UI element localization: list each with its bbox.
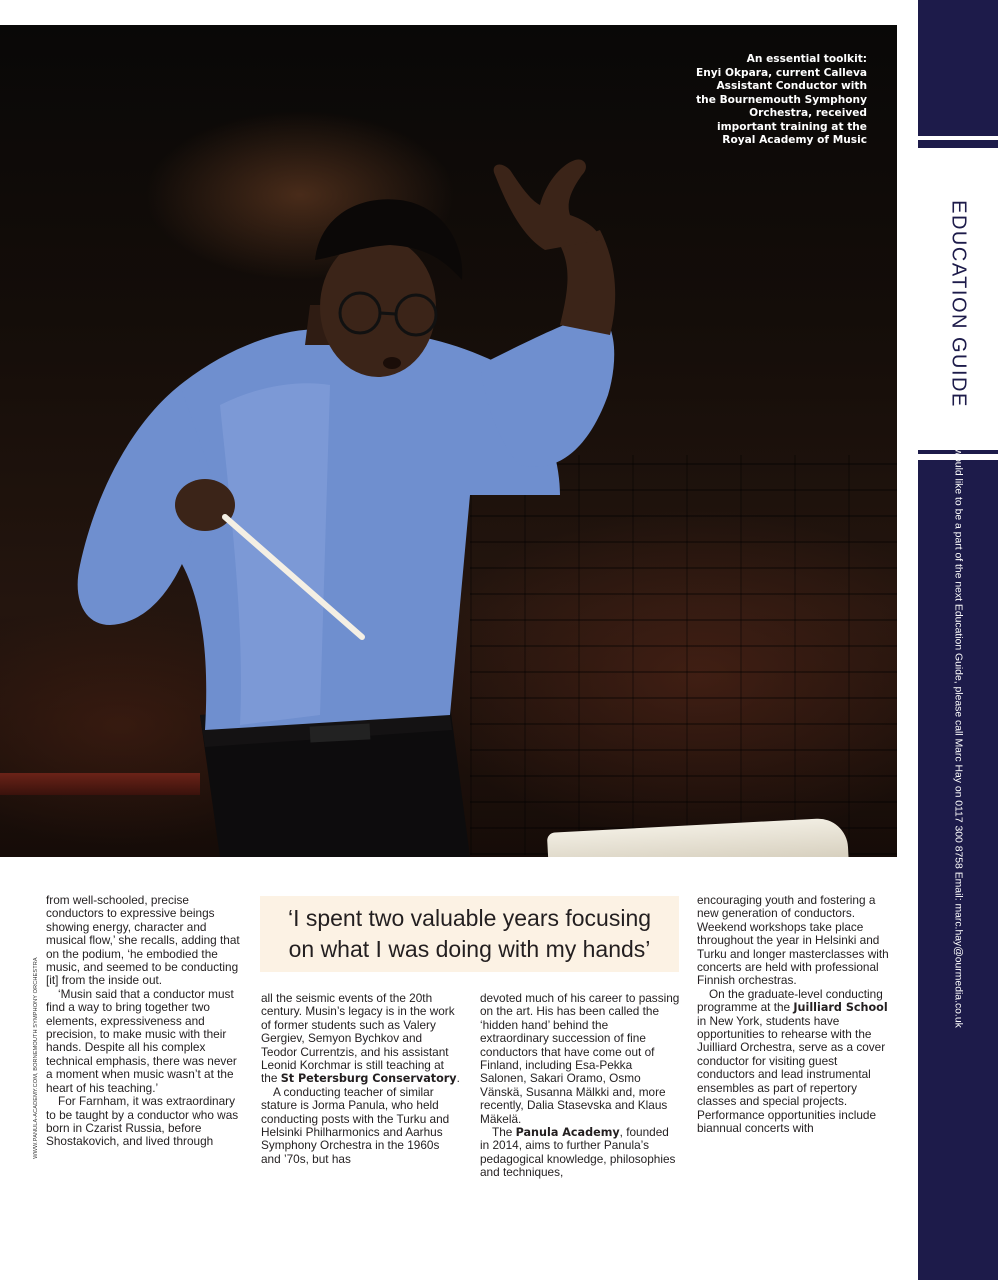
article-column-1 — [46, 894, 244, 1149]
caption-line: Assistant Conductor with — [716, 80, 867, 92]
paragraph: devoted much of his career to passing on the art. His has been called the ‘hidden hand’ behind the extraordinary succession of fine conductors that have come out of Finland, including Esa-Pekka Salonen, Sakari Oramo, Osmo Vänskä, Susanna Mälkki and, more recently, Dalia Stasevska and Klaus Mäkelä. — [480, 991, 680, 1126]
article-column-3 — [480, 992, 680, 1180]
section-label: EDUCATION GUIDE — [947, 200, 970, 408]
conductor-photo — [0, 25, 897, 857]
pull-quote — [260, 896, 679, 972]
institution-name: Panula Academy — [515, 1126, 620, 1140]
caption-line: the Bournemouth Symphony — [696, 93, 867, 106]
pull-quote-line: ‘I spent two valuable years focusing — [287, 905, 652, 931]
paragraph — [261, 992, 461, 1086]
text-run: all the seismic events of the 20th century. Musin’s legacy is in the work of former students such as Valery Gergiev, Semyon Bychkov and Teodor Currentzis, and his assistant Leonid Korchmar is still teaching at the — [261, 991, 455, 1086]
caption-line: important training at the — [716, 120, 867, 133]
paragraph — [480, 1126, 680, 1180]
text-run: The — [492, 1125, 516, 1140]
institution-name: Juilliard School — [793, 1001, 888, 1015]
paragraph: encouraging youth and fostering a new generation of conductors. Weekend workshops take place throughout the year in Helsinki and Turku and longer masterclasses with concerts are held with professional Finnish orchestras. — [697, 893, 889, 988]
paragraph: ‘Musin said that a conductor must find a way to bring together two elements, expressiveness and precision, to make music with their hands. Despite all his complex technical emphasis, there was never a moment when music wasn’t at the heart of his teaching.’ — [46, 986, 237, 1095]
advertising-contact: If you would like to be a part of the next Education Guide, please call Marc Hay on 0117 300 8758 Email: marc.hay@ourmedia.co.uk — [952, 420, 964, 1028]
text-run: . — [456, 1071, 460, 1086]
text-run: On the graduate-level conducting programme at the — [697, 986, 883, 1015]
caption-line: Orchestra, received — [749, 107, 867, 119]
institution-name: St Petersburg Conservatory — [280, 1072, 457, 1086]
caption-line: Enyi Okpara, current Calleva — [695, 66, 867, 79]
paragraph — [697, 988, 897, 1135]
photo-credit: WWW.PANULA-ACADEMY.COM, BORNEMOUTH SYMPHONY ORCHESTRA — [33, 957, 39, 1159]
tab-divider — [918, 136, 998, 140]
paragraph: A conducting teacher of similar stature is Jorma Panula, who held conducting posts with the Turku and Helsinki Philharmonics and Aarhus Symphony Orchestra in the 1960s and ’70s, but has — [261, 1084, 450, 1166]
caption-line: Royal Academy of Music — [722, 134, 867, 146]
text-run: in New York, students have opportunities to rehearse with the Juilliard Orchestra, serve as a cover conductor for visiting guest conductors and lead instrumental ensembles as part of repertory classes and special projects. Performance opportunities include biannual concerts with — [697, 1013, 886, 1135]
text-run: , founded in 2014, aims to further Panula’s pedagogical knowledge, philosophies and techniques, — [480, 1125, 676, 1180]
pull-quote-line: on what I was doing with my hands’ — [288, 936, 651, 962]
paragraph: from well-schooled, precise conductors to expressive beings showing energy, character and musical flow,’ she recalls, adding that on the podium, ‘he embodied the music, and seemed to be conducting [it] from the inside out. — [46, 893, 240, 988]
paragraph: For Farnham, it was extraordinary to be taught by a conductor who was born in Czarist Russia, before Shostakovich, and lived through — [46, 1094, 239, 1149]
conductor-figure — [0, 25, 897, 857]
photo-caption — [677, 53, 867, 148]
article-column-4 — [697, 894, 897, 1135]
caption-line: An essential toolkit: — [746, 53, 867, 65]
article-column-2 — [261, 992, 461, 1166]
